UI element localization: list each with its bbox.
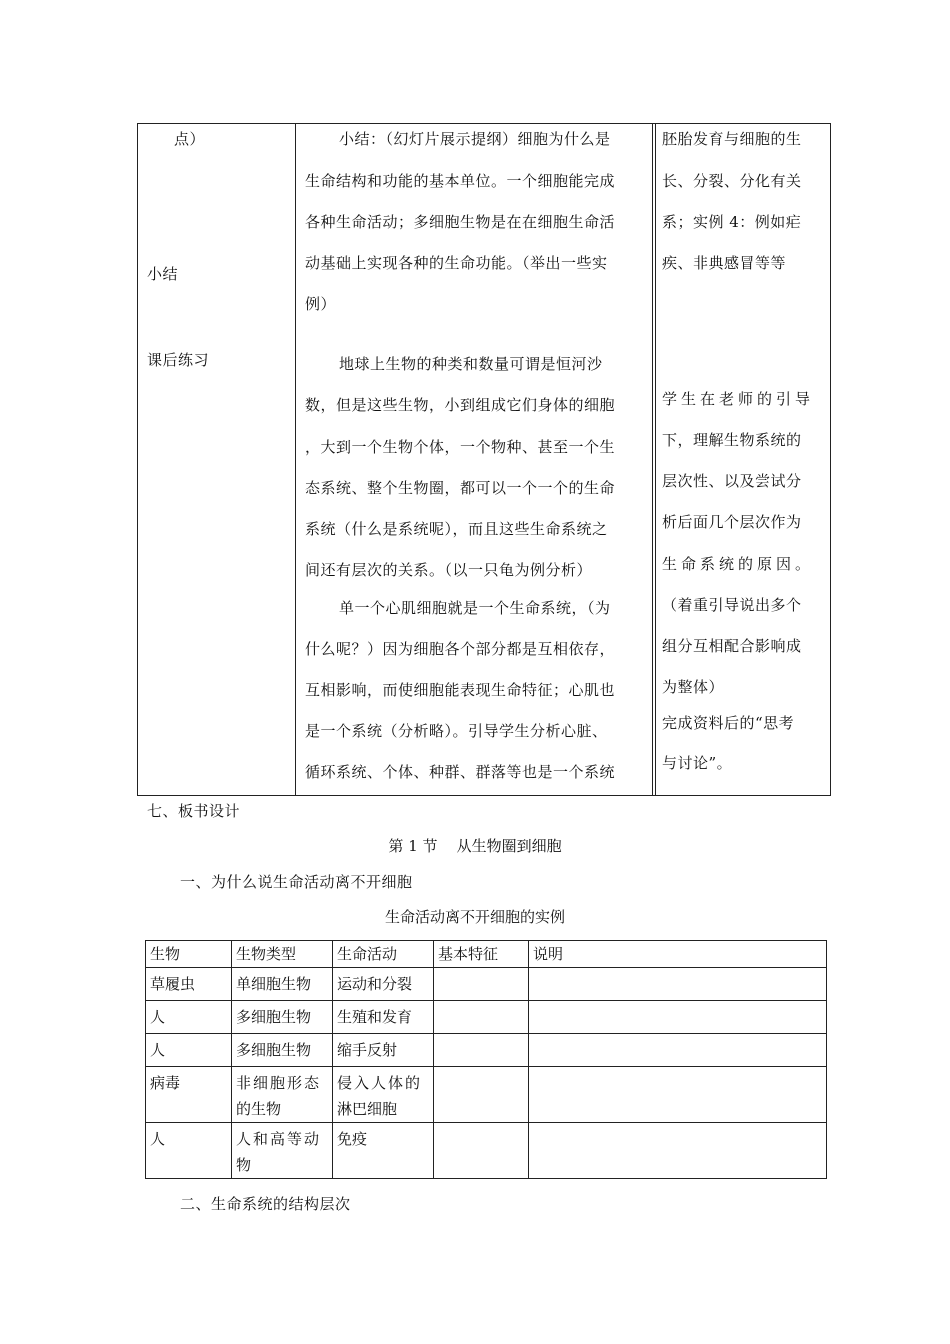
paragraph-line: ，大到一个生物个体，一个物种、甚至一个生 (305, 438, 616, 456)
summary-line: 动基础上实现各种的生命功能。（举出一些实 (305, 254, 608, 272)
paragraph-line: 循环系统、个体、种群、群落等也是一个系统 (305, 763, 616, 781)
paragraph-line: 地球上生物的种类和数量可谓是恒河沙 (339, 355, 603, 373)
table-cell (146, 968, 232, 1001)
heading-two: 二、生命系统的结构层次 (180, 1195, 351, 1213)
section-heading: 七、板书设计 (147, 802, 241, 820)
summary-line: 小结：（幻灯片展示提纲）细胞为什么是 (339, 130, 611, 148)
heading-one: 一、为什么说生命活动离不开细胞 (180, 873, 413, 891)
cell-text: 生殖和发育 (337, 1008, 413, 1026)
note-line: （着重引导说出多个 (662, 596, 802, 614)
cell-text: 的生物 (236, 1100, 282, 1118)
table-cell (529, 968, 827, 1001)
header-cell: 生命活动 (333, 941, 434, 968)
cell-text: 运动和分裂 (337, 975, 413, 993)
examples-table (145, 940, 827, 1179)
table-cell (529, 1034, 827, 1067)
note-line: 生命系统的原因。 (662, 555, 815, 573)
cell-text: 侵入人体的 (337, 1074, 423, 1092)
note-line: 疾、非典感冒等等 (662, 254, 787, 272)
summary-line: 各种生命活动；多细胞生物是在在细胞生命活 (305, 213, 616, 231)
cell-text: 免疫 (337, 1130, 368, 1148)
cell-text: 病毒 (150, 1074, 181, 1092)
table-cell (333, 1067, 434, 1123)
table-cell (434, 1067, 529, 1123)
cell-text: 多细胞生物 (236, 1008, 312, 1026)
table-cell (146, 1123, 232, 1179)
cell-text: 单细胞生物 (236, 975, 312, 993)
cell-text: 多细胞生物 (236, 1041, 312, 1059)
section-title: 第 1 节 从生物圈到细胞 (388, 837, 562, 855)
table-row (146, 1034, 827, 1067)
cell-text: 淋巴细胞 (337, 1100, 398, 1118)
paragraph-line: 间还有层次的关系。（以一只龟为例分析） (305, 561, 593, 579)
cell-text: 人 (150, 1041, 166, 1059)
table-cell (333, 1001, 434, 1034)
paragraph-line: 数，但是这些生物，小到组成它们身体的细胞 (305, 396, 616, 414)
note-line: 与讨论”。 (662, 754, 733, 772)
note-line: 下，理解生物系统的 (662, 431, 802, 449)
table-cell (434, 968, 529, 1001)
table-cell (232, 1034, 333, 1067)
cell-text: 缩手反射 (337, 1041, 398, 1059)
table-cell (434, 1123, 529, 1179)
note-line: 胚胎发育与细胞的生 (662, 130, 802, 148)
note-line: 为整体） (662, 678, 725, 696)
table-cell (232, 968, 333, 1001)
note-line: 析后面几个层次作为 (662, 513, 802, 531)
table-row (146, 1123, 827, 1179)
cell-text: 人和高等动 (236, 1130, 322, 1148)
paragraph-line: 什么呢？）因为细胞各个部分都是互相依存， (305, 640, 616, 658)
cell-text: 草履虫 (150, 975, 196, 993)
continued-text: 点） (174, 130, 206, 148)
cell-text: 非细胞形态 (236, 1074, 322, 1092)
header-cell: 生物 (146, 941, 232, 968)
paragraph-line: 单一个心肌细胞就是一个生命系统，（为 (339, 599, 611, 617)
table-cell (146, 1001, 232, 1034)
header-cell: 说明 (529, 941, 827, 968)
note-line: 系；实例 4：例如疟 (662, 213, 802, 231)
table-row (146, 968, 827, 1001)
examples-table-body (146, 941, 827, 1179)
table-cell (434, 1001, 529, 1034)
table-cell (529, 1123, 827, 1179)
table-cell (232, 1001, 333, 1034)
paragraph-line: 是一个系统（分析略）。引导学生分析心脏、 (305, 722, 608, 740)
note-line: 组分互相配合影响成 (662, 637, 802, 655)
table-cell (333, 1034, 434, 1067)
table-cell (333, 1123, 434, 1179)
note-line: 层次性、以及尝试分 (662, 472, 802, 490)
note-line: 完成资料后的“思考 (662, 714, 795, 732)
table-row (146, 1067, 827, 1123)
paragraph-line: 互相影响，而使细胞能表现生命特征；心肌也 (305, 681, 616, 699)
table-row (146, 1001, 827, 1034)
table-cell (232, 1067, 333, 1123)
paragraph-line: 系统（什么是系统呢），而且这些生命系统之 (305, 520, 608, 538)
cell-text: 人 (150, 1008, 166, 1026)
summary-line: 生命结构和功能的基本单位。一个细胞能完成 (305, 172, 616, 190)
table-cell (529, 1001, 827, 1034)
summary-label: 小结 (147, 265, 179, 283)
paragraph-line: 态系统、整个生物圈，都可以一个一个的生命 (305, 479, 616, 497)
table-cell (529, 1067, 827, 1123)
cell-text: 人 (150, 1130, 166, 1148)
table-header-row (146, 941, 827, 968)
table-caption: 生命活动离不开细胞的实例 (384, 908, 565, 926)
table-cell (434, 1034, 529, 1067)
table-cell (146, 1067, 232, 1123)
table-cell (333, 968, 434, 1001)
summary-line: 例） (305, 295, 337, 313)
exercise-label: 课后练习 (147, 351, 210, 369)
header-cell: 基本特征 (434, 941, 529, 968)
header-cell: 生物类型 (232, 941, 333, 968)
table-cell (146, 1034, 232, 1067)
cell-text: 物 (236, 1156, 252, 1174)
table-cell (232, 1123, 333, 1179)
note-line: 学生在老师的引导 (662, 390, 815, 408)
note-line: 长、分裂、分化有关 (662, 172, 802, 190)
